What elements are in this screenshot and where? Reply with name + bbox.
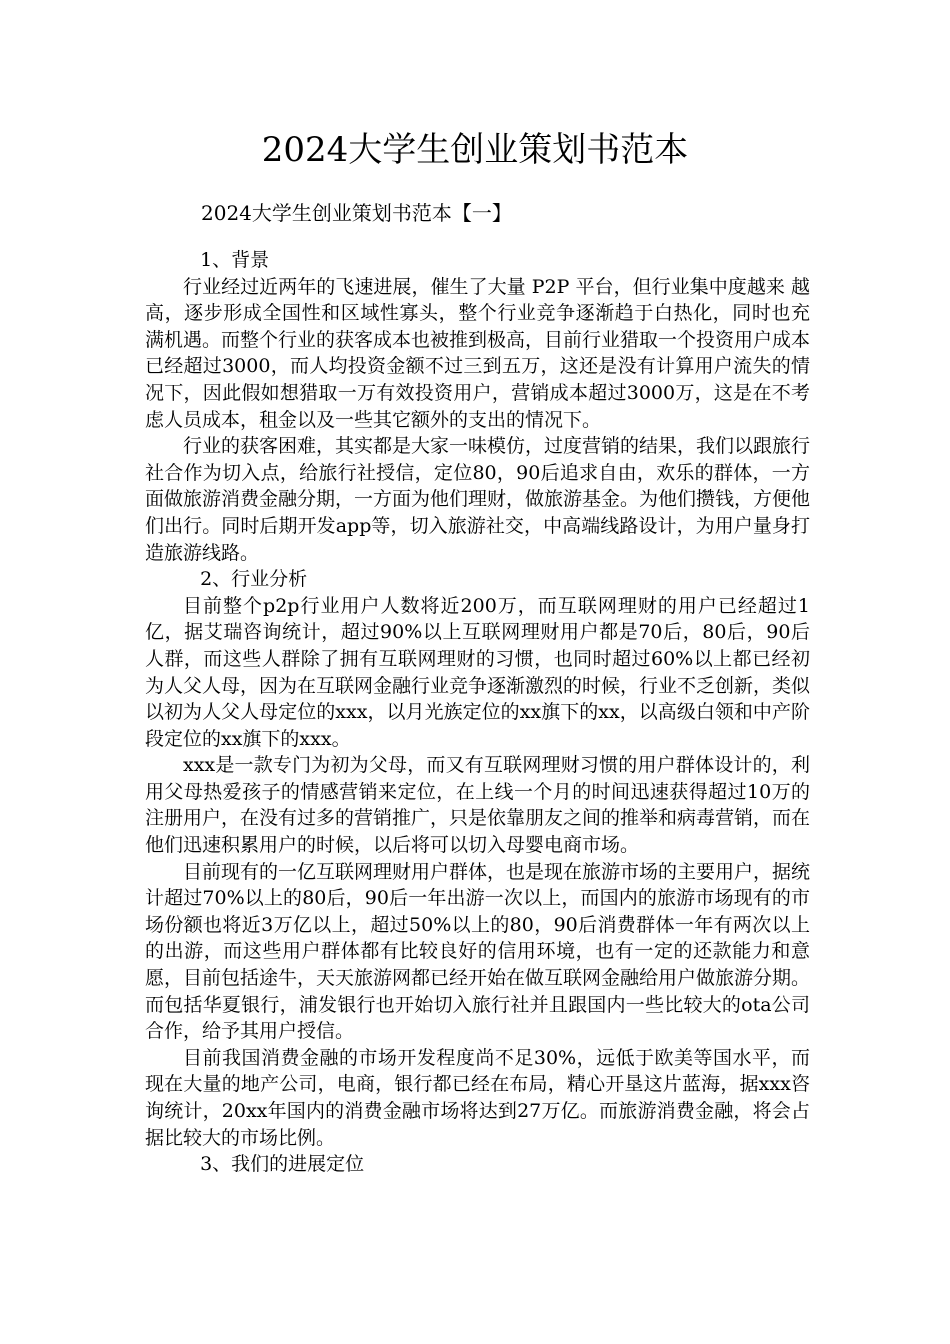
document-body [145, 247, 810, 1178]
section-heading-industry-analysis: 2、行业分析 [200, 568, 308, 591]
paragraph: 行业的获客困难，其实都是大家一味模仿，过度营销的结果，我们以跟旅行社合作为切入点，给旅行社授信，定位80，90后追求自由，欢乐的群体，一方面做旅游消费金融分期，一方面为他们理财，做旅游基金。为他们攒钱，方便他们出行。同时后期开发app等，切入旅游社交，中高端线路设计，为用户量身打造旅游线路。 [145, 435, 811, 564]
document-subtitle: 2024大学生创业策划书范本【一】 [201, 201, 512, 225]
paragraph: 目前整个p2p行业用户人数将近200万，而互联网理财的用户已经超过1亿，据艾瑞咨询统计，超过90%以上互联网理财用户都是70后，80后，90后人群，而这些人群除了拥有互联网理财的习惯，也同时超过60%以上都已经初为人父人母，因为在互联网金融行业竞争逐渐激烈的时候，行业不乏创新，类似以初为人父人母定位的xxx，以月光族定位的xx旗下的xx，以高级白领和中产阶段定位的xx旗下的xxx。 [145, 594, 811, 750]
paragraph: 目前现有的一亿互联网理财用户群体，也是现在旅游市场的主要用户，据统计超过70%以上的80后，90后一年出游一次以上，而国内的旅游市场现有的市场份额也将近3万亿以上，超过50%以上的80，90后消费群体一年有两次以上的出游，而这些用户群体都有比较良好的信用环境，也有一定的还款能力和意愿，目前包括途牛，天天旅游网都已经开始在做互联网金融给用户做旅游分期。而包括华夏银行，浦发银行也开始切入旅行社并且跟国内一些比较大的ota公司合作，给予其用户授信。 [145, 860, 811, 1043]
section-heading-positioning: 3、我们的进展定位 [200, 1153, 365, 1176]
document-title: 2024大学生创业策划书范本 [261, 130, 689, 170]
section-heading-background: 1、背景 [200, 249, 270, 271]
paragraph: xxx是一款专门为初为父母，而又有互联网理财习惯的用户群体设计的，利用父母热爱孩子的情感营销来定位，在上线一个月的时间迅速获得超过10万的注册用户，在没有过多的营销推广，只是依靠朋友之间的推举和病毒营销，而在他们迅速积累用户的时候，以后将可以切入母婴电商市场。 [145, 754, 811, 857]
paragraph: 行业经过近两年的飞速进展，催生了大量 P2P 平台，但行业集中度越来 越高，逐步形成全国性和区域性寡头，整个行业竞争逐渐趋于白热化，同时也充 满机遇。而整个行业的获客成本也被推到极高，目前行业猎取一个投资用户成本已经超过3000，而人均投资金额不过三到五万，这还是没有计算用户流失的情况下，因此假如想猎取一万有效投资用户，营销成本超过3000万，这是在不考虑人员成本，租金以及一些其它额外的支出的情况下。 [145, 275, 811, 431]
paragraph: 目前我国消费金融的市场开发程度尚不足30%，远低于欧美等国水平，而现在大量的地产公司，电商，银行都已经在布局，精心开垦这片蓝海，据xxx咨询统计，20xx年国内的消费金融市场将达到27万亿。而旅游消费金融，将会占据比较大的市场比例。 [145, 1046, 810, 1149]
